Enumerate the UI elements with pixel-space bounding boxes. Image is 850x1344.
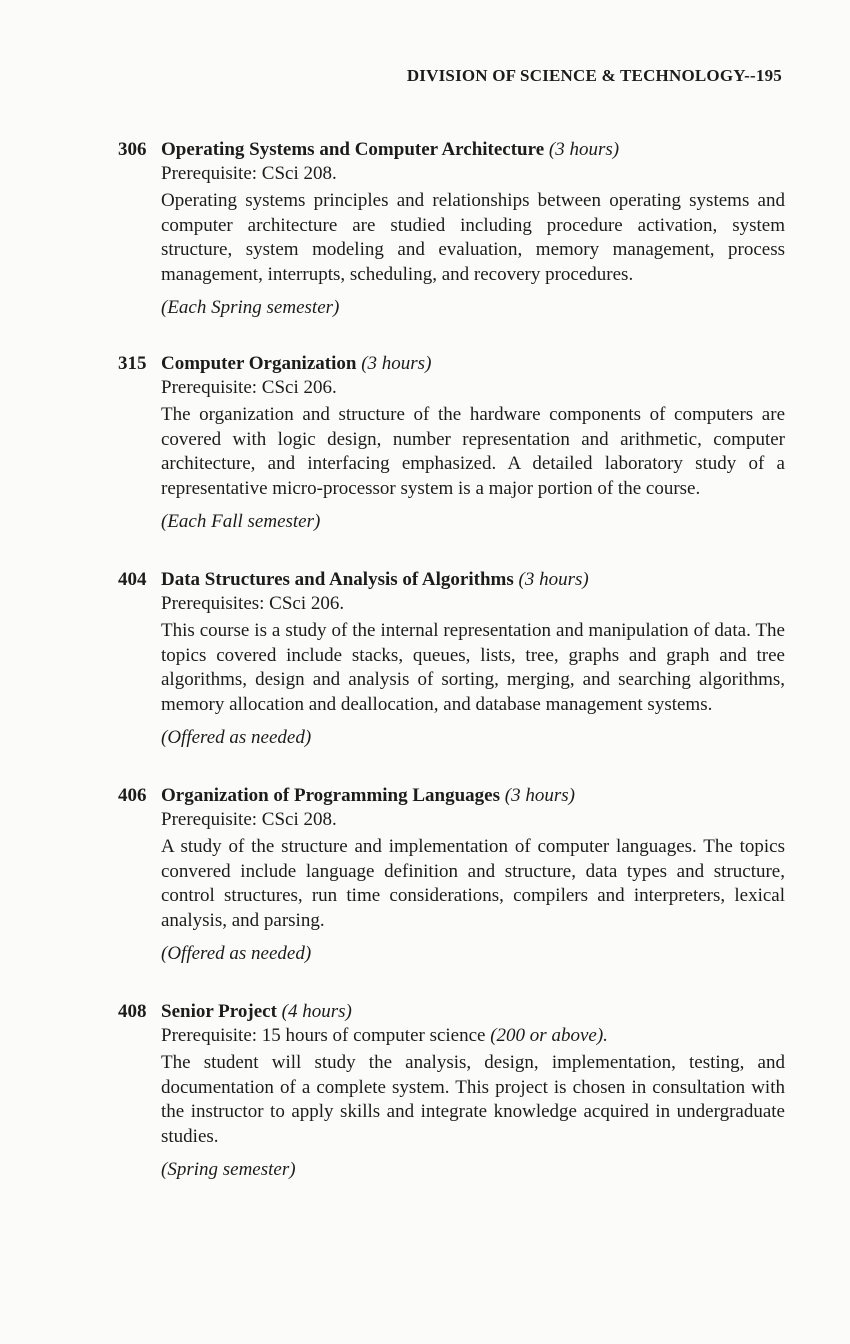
- course-hours: (3 hours): [504, 785, 575, 806]
- course-number: 315: [118, 353, 147, 374]
- course-description: Operating systems principles and relationships between operating systems and computer architecture are studied including procedure activation, system structure, system modeling and evaluation, memory management, process management, interrupts, scheduling, and recovery procedures.: [161, 190, 785, 285]
- course-prerequisite: [161, 592, 785, 616]
- course-hours: (3 hours): [548, 139, 620, 160]
- course-hours: (4 hours): [281, 1001, 352, 1022]
- course-offered: (Offered as needed): [161, 727, 312, 748]
- course-heading: [118, 568, 788, 592]
- course-title: Computer Organization: [161, 353, 357, 374]
- course-prerequisite: [161, 1024, 785, 1048]
- course-heading: [118, 784, 788, 808]
- course-hours: (3 hours): [361, 353, 432, 374]
- prerequisite-text: Prerequisite: CSci 208.: [161, 809, 337, 830]
- course-body: [161, 376, 785, 534]
- course-prerequisite: [161, 376, 785, 400]
- page-header: DIVISION OF SCIENCE & TECHNOLOGY--195: [406, 66, 782, 85]
- prerequisite-text: Prerequisite: CSci 208.: [161, 163, 337, 184]
- course-offered: (Spring semester): [161, 1159, 296, 1180]
- course-number: 404: [118, 569, 147, 590]
- course-hours: (3 hours): [518, 569, 589, 590]
- course-body: [161, 592, 785, 750]
- course-entry-404: [118, 568, 788, 750]
- course-offered: (Offered as needed): [161, 943, 312, 964]
- course-title: Data Structures and Analysis of Algorithms: [161, 569, 514, 590]
- course-number: 406: [118, 785, 147, 806]
- prerequisite-text: Prerequisites: CSci 206.: [161, 593, 345, 614]
- course-heading: [118, 1000, 788, 1024]
- course-description: The organization and structure of the hardware components of computers are covered with logic design, number representation and arithmetic, computer architecture, and interfacing emphasized. A detailed laboratory study of a representative micro-processor system is a major portion of the course.: [161, 404, 785, 499]
- course-prerequisite: [161, 808, 785, 832]
- course-title: Operating Systems and Computer Architecture: [161, 139, 545, 160]
- course-heading: [118, 138, 788, 162]
- course-entry-306: [118, 138, 788, 320]
- prerequisite-text: Prerequisite: 15 hours of computer science: [161, 1025, 486, 1046]
- course-description: A study of the structure and implementation of computer languages. The topics convered include language definition and structure, data types and structure, control structures, run time considerations, compilers and interpreters, lexical analysis, and parsing.: [161, 836, 785, 931]
- course-heading: [118, 352, 788, 376]
- course-body: [161, 1024, 785, 1182]
- course-title: Organization of Programming Languages: [161, 785, 501, 806]
- course-title: Senior Project: [161, 1001, 277, 1022]
- course-entry-315: [118, 352, 788, 534]
- course-offered: (Each Spring semester): [161, 297, 340, 318]
- course-body: [161, 808, 785, 966]
- course-entry-408: [118, 1000, 788, 1182]
- course-description: This course is a study of the internal representation and manipulation of data. The topics covered include stacks, queues, lists, tree, graphs and graph and tree algorithms, design and analysis of sorting, merging, and searching algorithms, memory allocation and deallocation, and database management systems.: [161, 620, 785, 715]
- course-entry-406: [118, 784, 788, 966]
- prerequisite-note: (200 or above).: [490, 1025, 608, 1046]
- course-description: The student will study the analysis, design, implementation, testing, and documentation of a complete system. This project is chosen in consultation with the instructor to apply skills and integrate knowledge acquired in undergraduate studies.: [161, 1052, 785, 1147]
- course-body: [161, 162, 785, 320]
- course-number: 306: [118, 139, 147, 160]
- course-list: [118, 138, 788, 1216]
- course-offered: (Each Fall semester): [161, 511, 321, 532]
- prerequisite-text: Prerequisite: CSci 206.: [161, 377, 337, 398]
- course-number: 408: [118, 1001, 147, 1022]
- course-prerequisite: [161, 162, 785, 186]
